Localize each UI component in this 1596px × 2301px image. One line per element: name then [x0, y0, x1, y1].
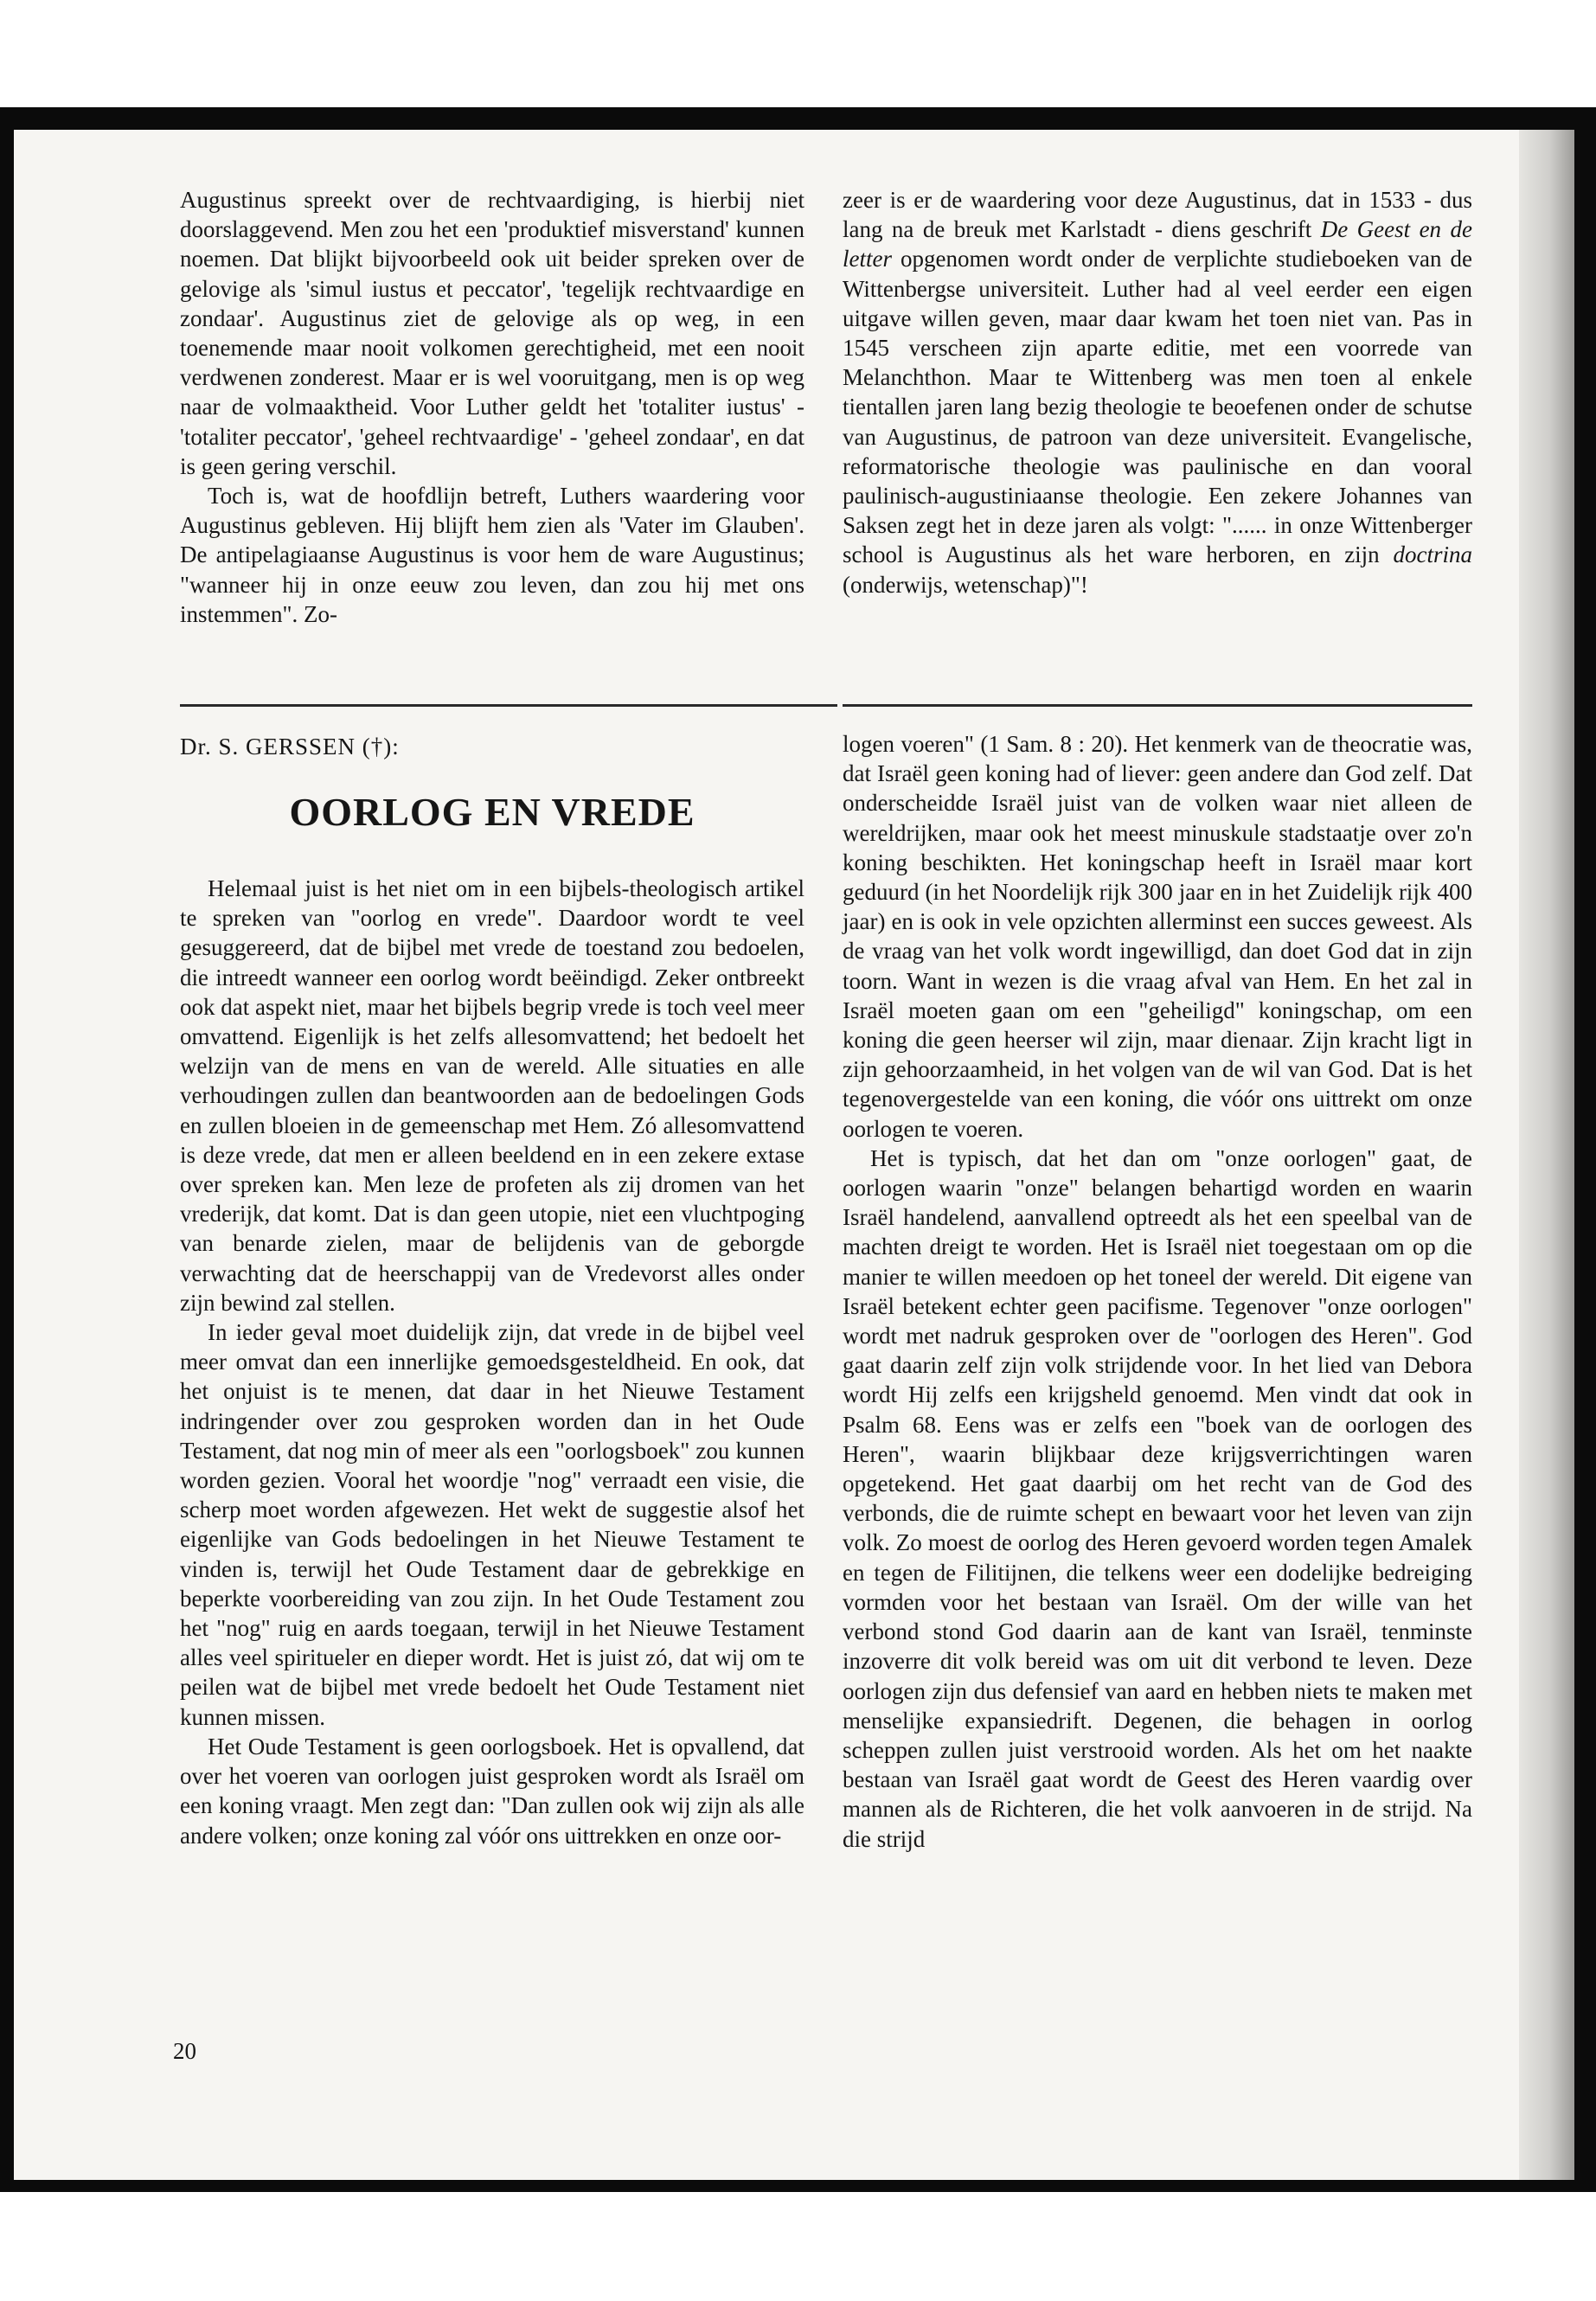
article-author: Dr. S. GERSSEN (†): — [180, 734, 400, 760]
section-divider-right — [843, 704, 1472, 707]
page-edge-shadow — [1519, 130, 1574, 2180]
scan-top-border — [0, 107, 1596, 130]
text-run: zeer is er de waardering voor deze Augustinus, dat in 1533 - dus lang na de breuk met Karlstadt - diens geschrift — [843, 187, 1472, 243]
previous-article-left-column — [180, 185, 804, 687]
previous-article-paragraph: Toch is, wat de hoofdlijn betreft, Luthers waardering voor Augustinus gebleven. Hij blijft hem zien als 'Vater im Glauben'. De antipelagiaanse Augustinus is voor hem de ware Augustinus; "wanneer hij in onze eeuw zou leven, dan zou hij met ons instemmen". Zo- — [180, 483, 804, 627]
article-paragraph: In ieder geval moet duidelijk zijn, dat vrede in de bijbel veel meer omvat dan een innerlijke gemoedsgesteldheid. En ook, dat het onjuist is te menen, dat daar in het Nieuwe Testament indringender over zou gesproken worden dan in het Oude Testament, dat nog min of meer als een "oorlogsboek" zou kunnen worden gezien. Vooral het woordje "nog" verraadt een visie, die scherp moet worden afgewezen. Het wekt de suggestie alsof het eigenlijke van Gods bedoelingen in het Nieuwe Testament te vinden is, terwijl het Oude Testament daar de gebrekkige en beperkte voorbereiding van zou zijn. In het Oude Testament zou het "nog" ruig en aards toegaan, terwijl in het Nieuwe Testament alles veel spiritueler en dieper wordt. Het is juist zó, dat wij om te peilen wat de bijbel met vrede bedoelt het Oude Testament niet kunnen missen. — [180, 1319, 804, 1730]
text-run: opgenomen wordt onder de verplichte studieboeken van de Wittenbergse universiteit. Luther had al veel eerder een eigen uitgave willen geven, maar daar kwam het toen niet van. Pas in 1545 verscheen zijn aparte editie, met een voorrede van Melanchthon. Maar te Wittenberg was men toen al enkele tientallen jaren lang bezig theologie te beoefenen onder de schutse van Augustinus, de patroon van deze universiteit. Evangelische, reformatorische theologie was paulinische en dan vooral paulinisch-augustiniaanse theologie. Een zekere Johannes van Saksen zegt het in deze jaren als volgt: "...... in onze Wittenberger school is Augustinus als het ware herboren, en zijn — [843, 246, 1472, 568]
text-run: (onderwijs, wetenschap)"! — [843, 571, 1088, 598]
article-left-column — [180, 874, 804, 2076]
previous-article-paragraph: Augustinus spreekt over de rechtvaardiging, is hierbij niet doorslaggevend. Men zou het een 'produktief misverstand' kunnen noemen. Dat blijkt bijvoorbeeld ook uit beider spreken over de gelovige als 'simul iustus et peccator', 'tegelijk rechtvaardige en zondaar'. Augustinus ziet de gelovige als op weg, in een toenemende maar nooit volkomen gerechtigheid, met een nooit verdwenen zonderest. Maar er is wel vooruitgang, men is op weg naar de volmaaktheid. Voor Luther geldt het 'totaliter iustus' - 'totaliter peccator', 'geheel rechtvaardige' - 'geheel zondaar', en dat is geen gering verschil. — [180, 187, 804, 479]
book-title: De Geest en de letter — [843, 216, 1472, 272]
scan-right-border — [1574, 107, 1596, 2192]
section-divider-left — [180, 704, 837, 707]
scan-left-border — [0, 107, 14, 2183]
italic-term: doctrina — [1393, 542, 1472, 568]
previous-article-paragraph — [843, 185, 1472, 599]
article-paragraph: Het Oude Testament is geen oorlogsboek. Het is opvallend, dat over het voeren van oorlogen juist gesproken wordt als Israël om een koning vraagt. Men zegt dan: "Dan zullen ook wij zijn als alle andere volken; onze koning zal vóór ons uittrekken en onze oor- — [180, 1733, 804, 1849]
page-number: 20 — [173, 2038, 196, 2064]
article-title: OORLOG EN VREDE — [289, 790, 695, 834]
article-paragraph: Het is typisch, dat het dan om "onze oorlogen" gaat, de oorlogen waarin "onze" belangen behartigd worden en waarin Israël handelend, aanvallend optreedt als het een speelbal van de machten dreigt te worden. Het is Israël niet toegestaan om op die manier te willen meedoen op het toneel der wereld. Dit eigene van Israël betekent echter geen pacifisme. Tegenover "onze oorlogen" wordt met nadruk gesproken over de "oorlogen des Heren". God gaat daarin zelf zijn volk strijdende voor. In het lied van Debora wordt Hij zelfs een krijgsheld genoemd. Men vindt dat ook in Psalm 68. Eens was er zelfs een "boek van de oorlogen des Heren", waarin blijkbaar deze krijgsverrichtingen waren opgetekend. Het gaat daarbij om het recht van de God des verbonds, die de ruimte schept en bewaart voor het leven van zijn volk. Zo moest de oorlog des Heren gevoerd worden tegen Amalek en tegen de Filitijnen, die telkens weer een dodelijke bedreiging vormden voor het bestaan van Israël. Om der wille van het verbond stond God daarin aan de kant van Israël, tenminste inzoverre dit volk bereid was om uit dit verbond te leven. Deze oorlogen zijn dus defensief van aard en hebben niets te maken met menselijke expansiedrift. Degenen, die behagen in oorlog scheppen zullen juist verstrooid worden. Als het om het naakte bestaan van Israël gaat wordt de Geest des Heren vaardig over mannen als de Richteren, die het volk aanvoeren in de strijd. Na die strijd — [843, 1144, 1472, 1852]
article-paragraph: logen voeren" (1 Sam. 8 : 20). Het kenmerk van de theocratie was, dat Israël geen koning had of liever: geen andere dan God zelf. Dat onderscheidde Israël juist van de volken waar niet alleen de wereldrijken, maar ook het meest minuskule stadstaatje over zo'n koning beschikten. Het koningschap heeft in Israël maar kort geduurd (in het Noordelijk rijk 300 jaar en in het Zuidelijk rijk 400 jaar) en is ook in vele opzichten allerminst een succes geweest. Als de vraag van het volk wordt ingewilligd, dan doet God dat in zijn toorn. Want in wezen is die vraag afval van Hem. En het zal in Israël moeten gaan om een "geheiligd" koningschap, om een koning die geen heerser wil zijn, maar dienaar. Zijn kracht ligt in zijn gehoorzaamheid, in het volgen van de wil van God. Dat is het tegenovergestelde van een koning, die vóór ons uittrekt om onze oorlogen te voeren. — [843, 731, 1472, 1142]
article-right-column — [843, 729, 1472, 2070]
article-paragraph: Helemaal juist is het niet om in een bijbels-theologisch artikel te spreken van "oorlog en vrede". Daardoor wordt te veel gesuggereerd, dat de bijbel met vrede de toestand zou bedoelen, die intreedt wanneer een oorlog wordt beëindigd. Zeker ontbreekt ook dat aspekt niet, maar het bijbels begrip vrede is toch veel meer omvattend. Eigenlijk is het zelfs allesomvattend; het bedoelt het welzijn van de mens en van de wereld. Alle situaties en alle verhoudingen zullen dan beantwoorden aan de bedoelingen Gods en zullen bloeien in de gemeenschap met Hem. Zó allesomvattend is deze vrede, dat men er alleen beeldend en in een zekere extase over spreken kan. Men leze de profeten als zij dromen van het vrederijk, dat komt. Dat is dan geen utopie, niet een vluchtpoging van benarde zielen, maar de belijdenis van de geborgde verwachting dat de heerschappij van de Vredevorst alles onder zijn bewind zal stellen. — [180, 875, 804, 1316]
scan-bottom-border — [0, 2180, 1596, 2192]
scan-top-margin — [0, 0, 1596, 111]
previous-article-right-column — [843, 185, 1472, 687]
